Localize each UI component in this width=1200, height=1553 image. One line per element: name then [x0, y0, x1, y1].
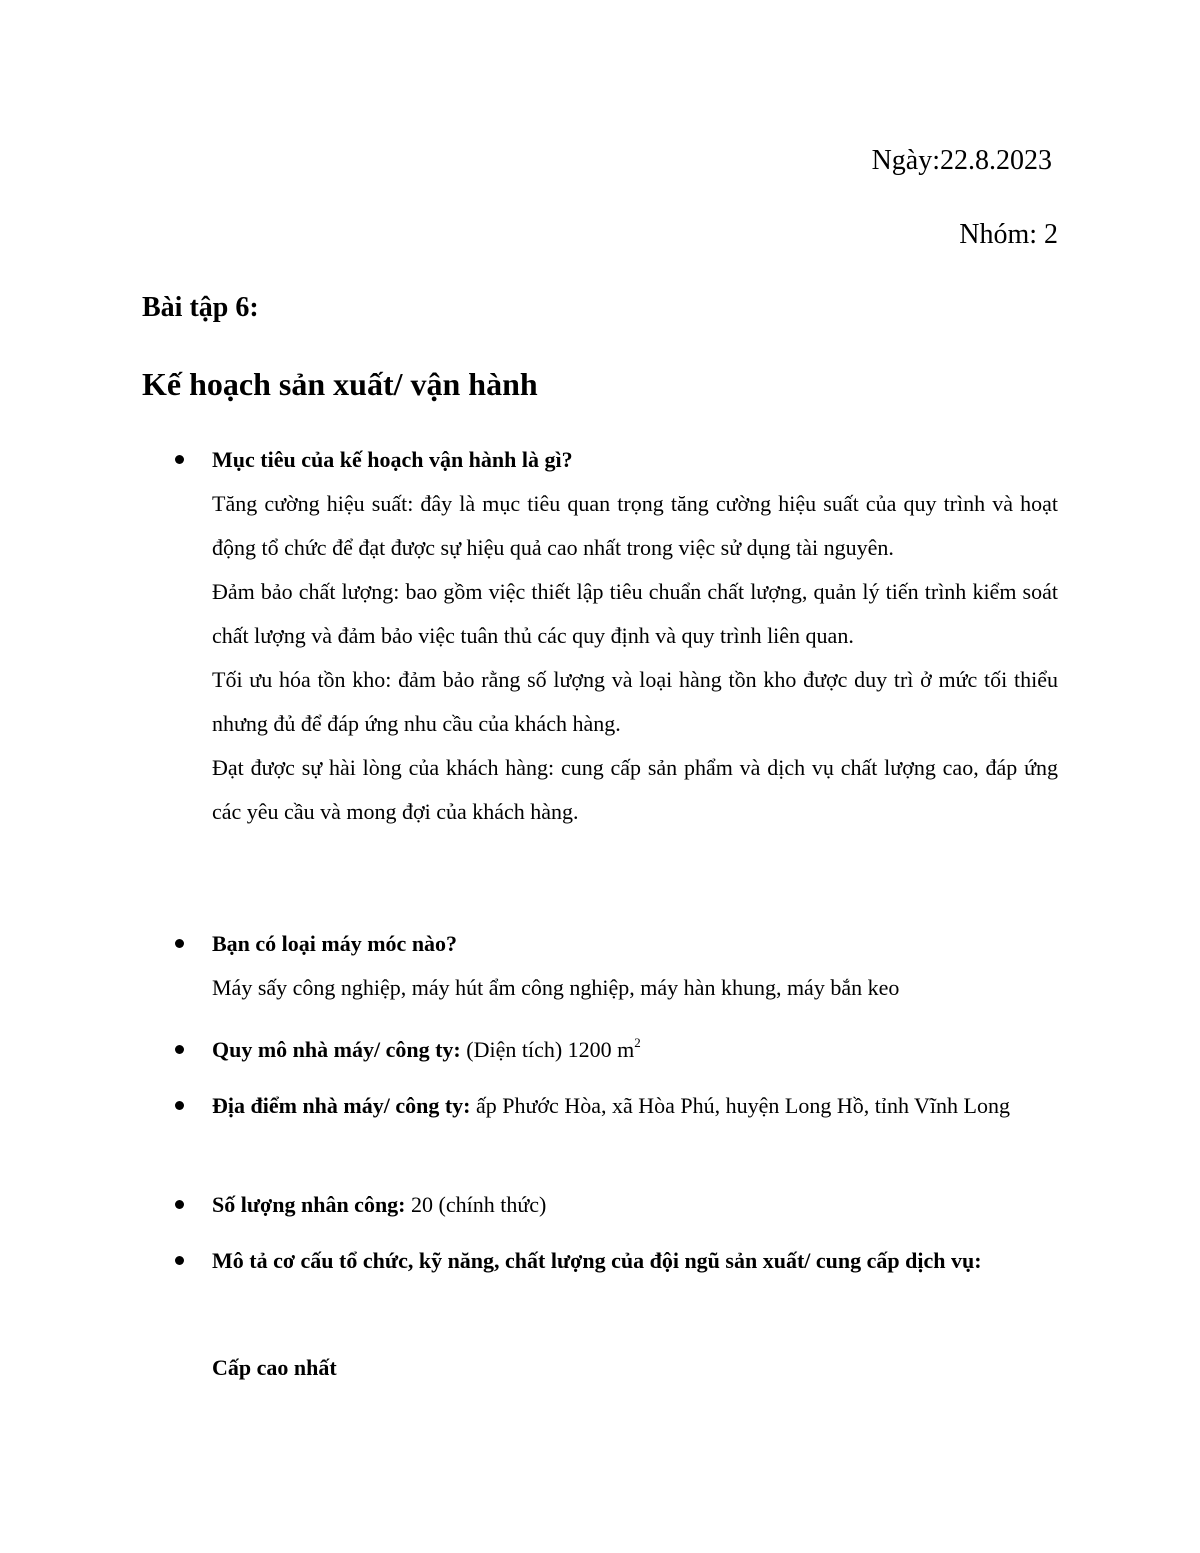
- location-value: ấp Phước Hòa, xã Hòa Phú, huyện Long Hồ, tỉnh Vĩnh Long: [470, 1093, 1010, 1118]
- machines-item: [212, 922, 1058, 1010]
- group-line: Nhóm: 2: [959, 219, 1058, 250]
- machines-answer: Máy sấy công nghiệp, máy hút ẩm công nghiệp, máy hàn khung, máy bắn keo: [212, 975, 900, 1000]
- bullet-dot-icon: [175, 1256, 184, 1265]
- scale-value: (Diện tích) 1200 m: [460, 1037, 635, 1062]
- machines-question: Bạn có loại máy móc nào?: [212, 931, 458, 956]
- location-label: Địa điểm nhà máy/ công ty:: [212, 1093, 471, 1118]
- scale-superscript: 2: [634, 1034, 641, 1050]
- bullet-dot-icon: [175, 1101, 184, 1110]
- bullet-dot-icon: [175, 939, 184, 948]
- location-item: [212, 1084, 1058, 1128]
- exercise-title: Bài tập 6:: [142, 292, 259, 323]
- bullet-dot-icon: [175, 455, 184, 464]
- scale-item: [212, 1028, 1058, 1072]
- objectives-paragraph-3: Tối ưu hóa tồn kho: đảm bảo rằng số lượng và loại hàng tồn kho được duy trì ở mức tối thiểu nhưng đủ để đáp ứng nhu cầu của khách hàng.: [212, 667, 1058, 736]
- bullet-dot-icon: [175, 1200, 184, 1209]
- objectives-paragraph-1: Tăng cường hiệu suất: đây là mục tiêu quan trọng tăng cường hiệu suất của quy trình và hoạt động tổ chức để đạt được sự hiệu quả cao nhất trong việc sử dụng tài nguyên.: [212, 491, 1058, 560]
- objectives-question: Mục tiêu của kế hoạch vận hành là gì?: [212, 447, 573, 472]
- workers-value: 20 (chính thức): [405, 1192, 547, 1217]
- scale-label: Quy mô nhà máy/ công ty:: [212, 1037, 461, 1062]
- objectives-item: [212, 438, 1058, 834]
- date-line: Ngày:22.8.2023: [871, 145, 1052, 176]
- structure-question: Mô tả cơ cấu tổ chức, kỹ năng, chất lượng của đội ngũ sản xuất/ cung cấp dịch vụ:: [212, 1248, 982, 1273]
- workers-label: Số lượng nhân công:: [212, 1192, 406, 1217]
- top-level-label: Cấp cao nhất: [212, 1355, 337, 1380]
- workers-item: [212, 1183, 1058, 1227]
- objectives-paragraph-4: Đạt được sự hài lòng của khách hàng: cung cấp sản phẩm và dịch vụ chất lượng cao, đáp ứng các yêu cầu và mong đợi của khách hàng.: [212, 755, 1058, 824]
- bullet-dot-icon: [175, 1045, 184, 1054]
- plan-title: Kế hoạch sản xuất/ vận hành: [142, 366, 538, 402]
- objectives-paragraph-2: Đảm bảo chất lượng: bao gồm việc thiết lập tiêu chuẩn chất lượng, quản lý tiến trình kiểm soát chất lượng và đảm bảo việc tuân thủ các quy định và quy trình liên quan.: [212, 579, 1058, 648]
- structure-item: [212, 1239, 1058, 1283]
